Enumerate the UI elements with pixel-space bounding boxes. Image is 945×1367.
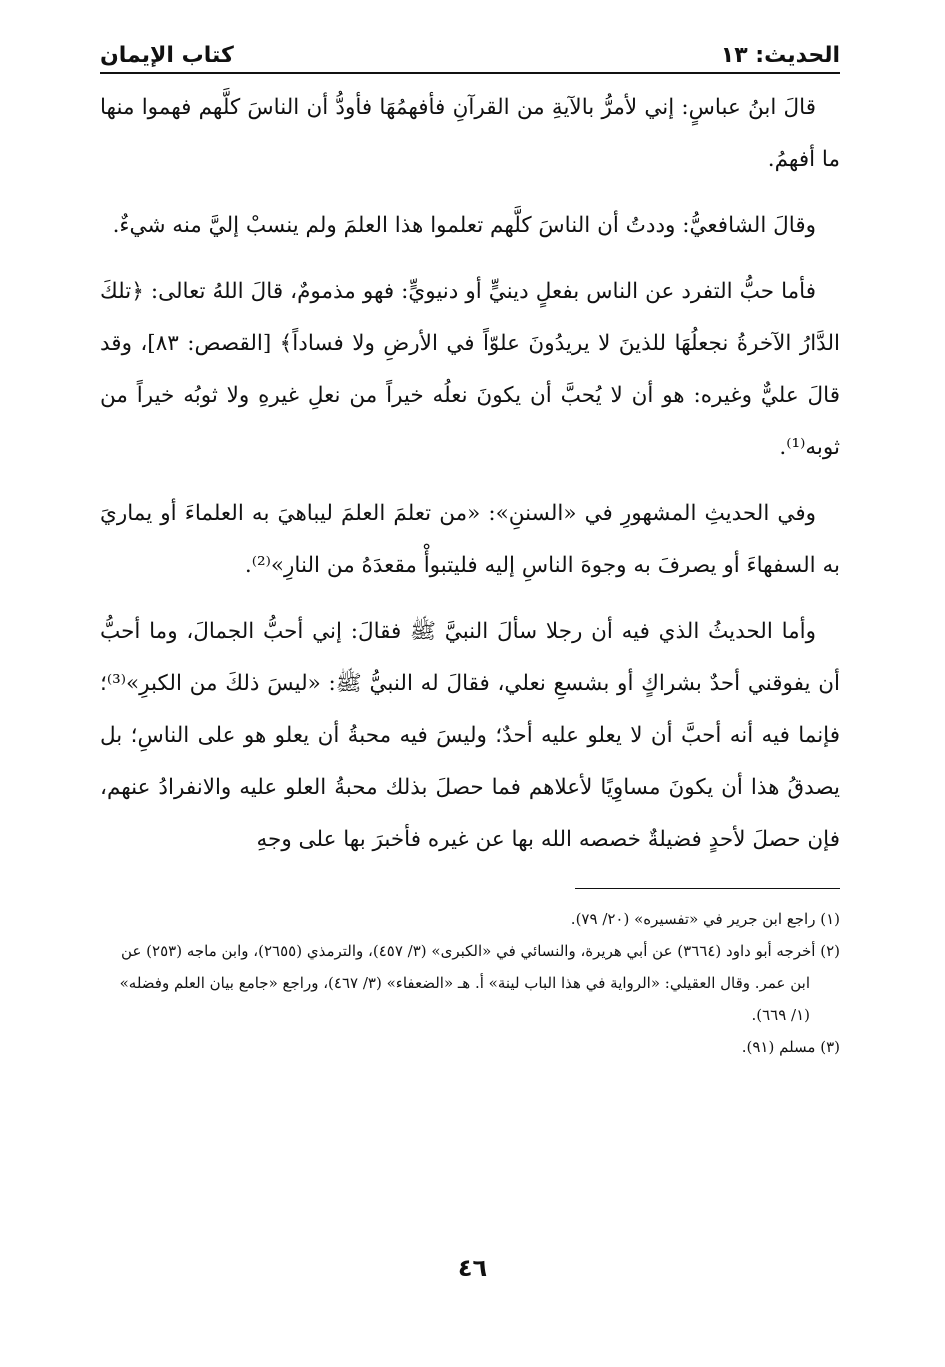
paragraph-beauty-hadith: وأما الحديثُ الذي فيه أن رجلا سألَ النبيَّ ﷺ فقالَ: إني أحبُّ الجمالَ، وما أحبُّ أن يفوقني أحدٌ بشراكٍ أو بشسعِ نعلي، فقالَ له النبيُّ ﷺ: «ليسَ ذلكَ من الكبرِ»⁽³⁾؛ فإنما فيه أنه أحبَّ أن لا يعلو عليه أحدٌ؛ وليسَ فيه محبةُ أن يعلو هو على الناسِ؛ بل يصدقُ هذا أن يكونَ مساوِيًا لأعلاهم فما حصلَ بذلك محبةُ العلو عليه والانفرادُ عنهم، فإن حصلَ لأحدٍ فضيلةٌ خصصه الله بها عن غيره فأخبرَ بها على وجهِ — [100, 619, 840, 852]
paragraph-shafii: وقالَ الشافعيُّ: وددتُ أن الناسَ كلَّهم تعلموا هذا العلمَ ولم ينسبْ إليَّ منه شيءٌ. — [112, 213, 816, 238]
main-text — [100, 82, 840, 866]
paragraph-love-of-distinction: فأما حبُّ التفرد عن الناس بفعلٍ دينيٍّ أو دنيويٍّ: فهو مذمومٌ، قالَ اللهُ تعالى: ﴿تلكَ الدَّارُ الآخرةُ نجعلُهَا للذينَ لا يريدُونَ علوّاً في الأرضِ ولا فساداً﴾ [القصص: ٨٣]، وقد قالَ عليٌّ وغيره: هو أن لا يُحبَّ أن يكونَ نعلُه خيراً من نعلِ غيرهِ ولا ثوبُه خيراً من ثوبه⁽¹⁾. — [100, 279, 840, 460]
footnote-divider — [575, 888, 840, 889]
footnotes — [100, 903, 840, 1063]
running-header — [100, 28, 840, 74]
hadith-number-heading: الحديث: ١٣ — [720, 43, 840, 68]
page-number: ٤٦ — [457, 1254, 488, 1282]
footnote-3: (٣) مسلم (٩١). — [741, 1038, 840, 1056]
footnote-2: (٢) أخرجه أبو داود (٣٦٦٤) عن أبي هريرة، والنسائي في «الكبرى» (٣/ ٤٥٧)، والترمذي (٢٦٥٥)، وابن ماجه (٢٥٣) عن ابن عمر. وقال العقيلي: «الرواية في هذا الباب لينة» أ. هـ «الضعفاء» (٣/ ٤٦٧)، وراجع «جامع بيان العلم وفضله» (١/ ٦٦٩). — [119, 942, 840, 1024]
paragraph-ibn-abbas: قالَ ابنُ عباسٍ: إني لأمرُّ بالآيةِ من القرآنِ فأفهمُهَا فأودُّ أن الناسَ كلَّهم فهموا منها ما أفهمُ. — [100, 95, 840, 172]
book-title-heading: كتاب الإيمان — [100, 43, 234, 68]
book-page — [100, 28, 840, 1063]
footnote-1: (١) راجع ابن جرير في «تفسيره» (٢٠/ ٧٩). — [570, 910, 840, 928]
paragraph-sunan-hadith: وفي الحديثِ المشهورِ في «السننِ»: «من تعلمَ العلمَ ليباهيَ به العلماءَ أو يماريَ به السفهاءَ أو يصرفَ به وجوهَ الناسِ إليه فليتبوأْ مقعدَهُ من النارِ»⁽²⁾. — [100, 501, 840, 578]
